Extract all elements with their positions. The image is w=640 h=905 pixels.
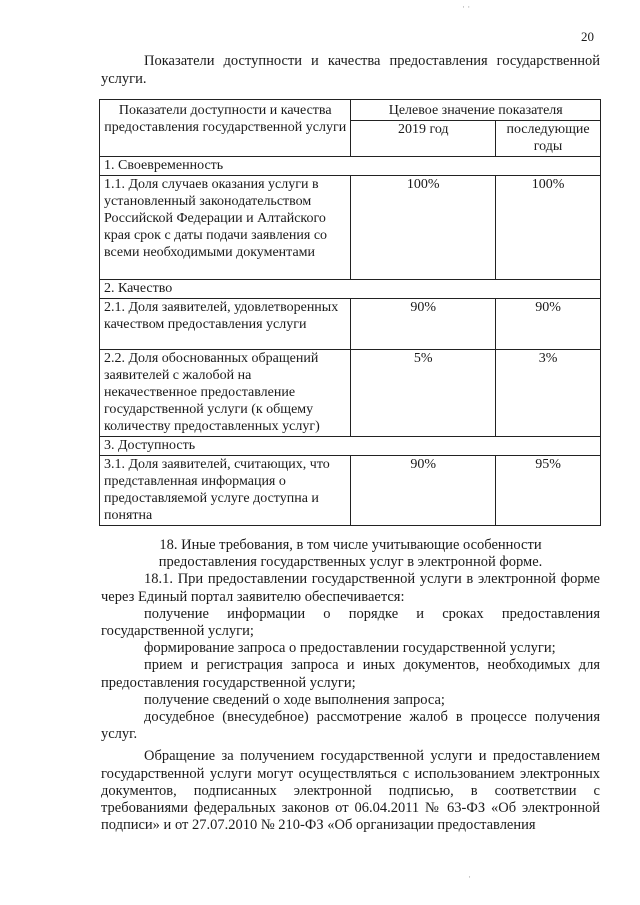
section-row	[100, 280, 601, 299]
list-item: получение сведений о ходе выполнения запроса;	[144, 691, 445, 708]
section-title: 1. Своевременность	[100, 157, 601, 176]
value-2019: 90%	[351, 299, 496, 350]
section-title: 3. Доступность	[100, 437, 601, 456]
section-18	[101, 537, 600, 834]
table-row	[100, 456, 601, 526]
header-year-2019: 2019 год	[351, 121, 496, 157]
table-header-row	[100, 100, 601, 121]
section-row	[100, 157, 601, 176]
value-2019: 5%	[351, 350, 496, 437]
section-18-heading: 18. Иные требования, в том числе учитывающие особенности предоставления государственных услуг в электронной форме.	[158, 537, 543, 571]
value-following-years: 3%	[496, 350, 601, 437]
table-row	[100, 350, 601, 437]
section-row	[100, 437, 601, 456]
indicator-label: 3.1. Доля заявителей, считающих, что представленная информация о предоставляемой услуге доступна и понятна	[100, 456, 351, 526]
value-following-years: 100%	[496, 176, 601, 280]
indicator-label: 2.2. Доля обоснованных обращений заявителей с жалобой на некачественное предоставление государственной услуги (к общему количеству предоставленных услуг)	[100, 350, 351, 437]
section-title: 2. Качество	[100, 280, 601, 299]
table-row	[100, 299, 601, 350]
header-following-years: последующие годы	[496, 121, 601, 157]
header-indicator-column: Показатели доступности и качества предоставления государственной услуги	[100, 100, 351, 157]
indicator-label: 2.1. Доля заявителей, удовлетворенных качеством предоставления услуги	[100, 299, 351, 350]
scan-artifact: · ·	[462, 2, 471, 12]
table-row	[100, 176, 601, 280]
list-item: получение информации о порядке и сроках предоставления государственной услуги;	[101, 605, 600, 640]
value-2019: 90%	[351, 456, 496, 526]
value-following-years: 90%	[496, 299, 601, 350]
value-following-years: 95%	[496, 456, 601, 526]
header-target-value: Целевое значение показателя	[351, 100, 601, 121]
list-item: формирование запроса о предоставлении государственной услуги;	[144, 640, 556, 657]
intro-paragraph: Показатели доступности и качества предоставления государственной услуги.	[101, 53, 600, 87]
paragraph-electronic-documents: Обращение за получением государственной услуги и предоставлением государственной услуги могут осуществляться с использованием электронных документов, подписанных электронной подписью, в соответствии с требованиями федеральных законов от 06.04.2011 № 63-ФЗ «Об электронной подписи» и от 27.07.2010 № 210-ФЗ «Об организации предоставления	[101, 748, 600, 834]
list-item: досудебное (внесудебное) рассмотрение жалоб в процессе получения услуг.	[101, 709, 600, 743]
page-number: 20	[581, 29, 594, 44]
value-2019: 100%	[351, 176, 496, 280]
indicators-table	[99, 99, 601, 526]
list-item: прием и регистрация запроса и иных документов, необходимых для предоставления государственной услуги;	[101, 657, 600, 691]
scan-artifact: ·	[468, 872, 471, 882]
paragraph-18-1: 18.1. При предоставлении государственной услуги в электронной форме через Единый портал заявителю обеспечивается:	[101, 571, 600, 605]
indicator-label: 1.1. Доля случаев оказания услуги в установленный законодательством Российской Федерации и Алтайского края срок с даты подачи заявления со всеми необходимыми документами	[100, 176, 351, 280]
